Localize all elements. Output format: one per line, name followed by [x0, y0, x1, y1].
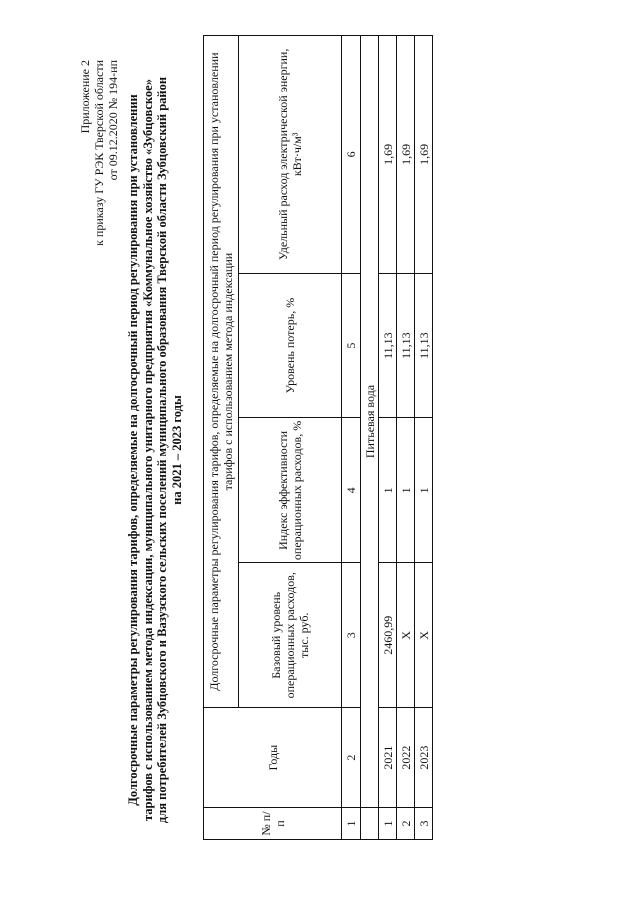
row-efficiency-index: 1 [379, 418, 397, 563]
section-row [361, 36, 379, 840]
table-header-row-1 [204, 36, 239, 840]
row-energy-rate: 1,69 [379, 36, 397, 274]
table-row [415, 36, 433, 840]
title-line-2: тарифов с использованием метода индексации, муниципального унитарного предприятия «Коммунальное хозяйство «Зубцовское» [140, 79, 155, 821]
row-year: 2023 [415, 708, 433, 808]
header-cell-efficiency-index: Индекс эффективности операционных расходов, % [239, 418, 342, 563]
appendix-block [78, 60, 120, 440]
header-cell-group: Долгосрочные параметры регулирования тарифов, определяемые на долгосрочный период регулирования при установлении тарифов с использованием метода индексации [204, 36, 239, 708]
row-base-level: 2460,99 [379, 563, 397, 708]
section-title-drinking-water: Питьевая вода [361, 36, 379, 808]
row-number: 1 [379, 808, 397, 840]
title-line-1: Долгосрочные параметры регулирования тарифов, определяемые на долгосрочный период регулирования при установлении [126, 94, 140, 806]
column-number: 4 [342, 418, 361, 563]
row-base-level: Х [415, 563, 433, 708]
appendix-line-1: Приложение 2 [78, 60, 92, 134]
row-energy-rate: 1,69 [397, 36, 415, 274]
column-number: 3 [342, 563, 361, 708]
table-row [397, 36, 415, 840]
row-loss-level: 11,13 [397, 273, 415, 418]
appendix-line-2: к приказу ГУ РЭК Тверской области [92, 60, 106, 246]
header-cell-years: Годы [204, 708, 342, 808]
header-cell-number: № п/п [204, 808, 342, 840]
column-number: 5 [342, 273, 361, 418]
parameters-table [203, 35, 433, 840]
rotated-document-page [0, 20, 639, 880]
row-efficiency-index: 1 [415, 418, 433, 563]
row-efficiency-index: 1 [397, 418, 415, 563]
appendix-line-3: от 09.12.2020 № 194-нп [106, 60, 120, 181]
row-year: 2021 [379, 708, 397, 808]
column-number: 2 [342, 708, 361, 808]
table-row [379, 36, 397, 840]
row-base-level: Х [397, 563, 415, 708]
row-loss-level: 11,13 [379, 273, 397, 418]
title-line-3: для потребителей Зубцовского и Вазузского сельских поселений муниципального образования Тверской области Зубцовский район [155, 76, 169, 824]
title-line-4: на 2021 – 2023 годы [169, 395, 184, 505]
header-cell-base-level: Базовый уровень операционных расходов, тыс. руб. [239, 563, 342, 708]
row-loss-level: 11,13 [415, 273, 433, 418]
row-energy-rate: 1,69 [415, 36, 433, 274]
row-number: 3 [415, 808, 433, 840]
section-empty-cell [361, 808, 379, 840]
column-number-row [342, 36, 361, 840]
header-cell-loss-level: Уровень потерь, % [239, 273, 342, 418]
column-number: 1 [342, 808, 361, 840]
column-number: 6 [342, 36, 361, 274]
row-year: 2022 [397, 708, 415, 808]
header-cell-energy-rate: Удельный расход электрической энергии, кВт·ч/м³ [239, 36, 342, 274]
row-number: 2 [397, 808, 415, 840]
document-title [126, 60, 184, 840]
